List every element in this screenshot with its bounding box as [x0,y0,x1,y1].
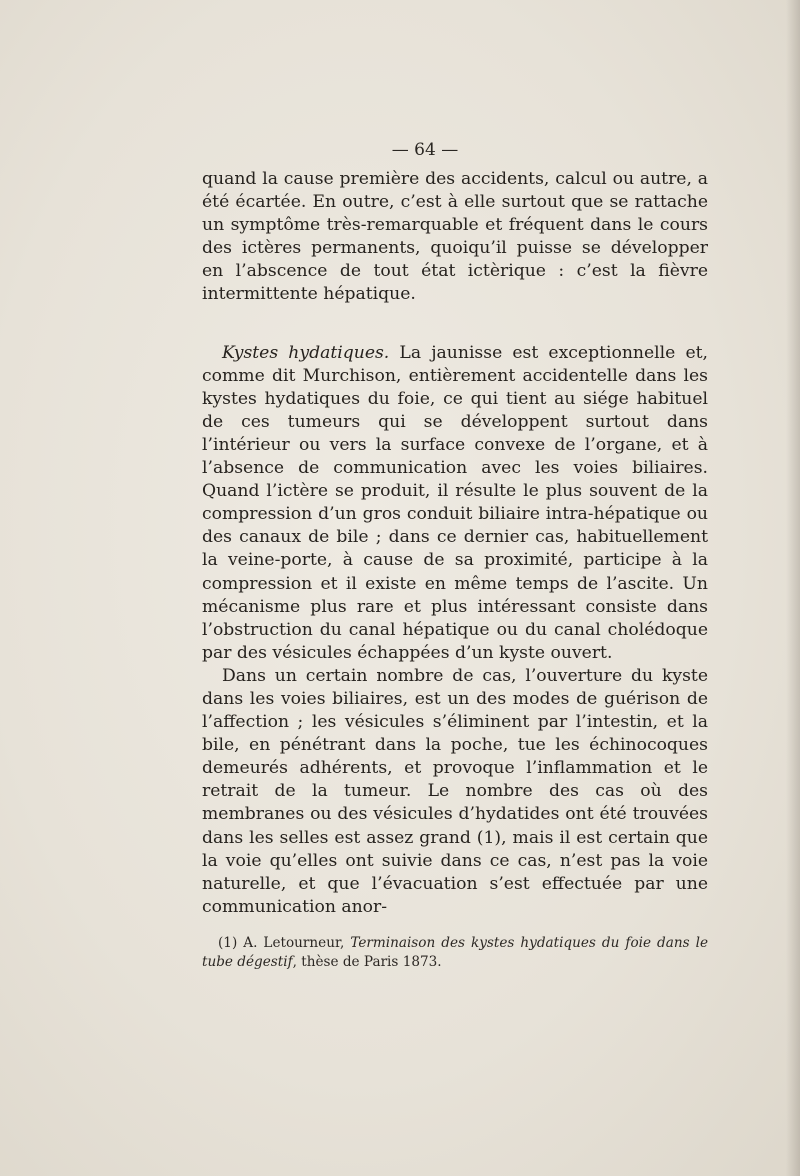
paragraph-kystes [202,342,708,665]
body-text [202,168,708,919]
page-number: — 64 — [391,140,459,160]
paragraph-ouverture: Dans un certain nombre de cas, l’ouverture du kyste dans les voies biliaires, est un des modes de guérison de l’affection ; les vésicules s’éliminent par l’intestin, et la bile, en pénétrant dans la poche, tue les échinocoques demeurés adhérents, et provoque l’inflammation et le retrait de la tumeur. Le nombre des cas où des membranes ou des vésicules d’hydatides ont été trouvées dans les selles est assez grand (1), mais il est certain que la voie qu’elles ont suivie dans ce cas, n’est pas la voie naturelle, et que l’évacuation s’est effectuée par une communication anor- [202,665,708,917]
footnote-details: , thèse de Paris 1873. [292,954,442,970]
footnote-marker-author: (1) A. Letourneur, [218,935,351,951]
section-heading-kystes: Kystes hydatiques. [222,342,390,363]
page-edge-shadow [786,0,800,1176]
paragraph-continuation: quand la cause première des accidents, calcul ou autre, a été écartée. En outre, c’est à elle surtout que se rattache un symptôme très-remarquable et fréquent dans le cours des ictères permanents, quoiqu’il puisse se développer en l’abscence de tout état ictèrique : c’est la fièvre intermittente hépatique. [202,169,708,305]
footnote [202,934,708,972]
footnote-title: Terminaison des kystes hydatiques du foie dans le tube dégestif [202,935,708,970]
section-gap [202,307,708,342]
paragraph-kystes-body: La jaunisse est exceptionnelle et, comme dit Murchison, entièrement accidentelle dans les kystes hydatiques du foie, ce qui tient au siége habituel de ces tumeurs qui se développent surtout dans l’intérieur ou vers la surface convexe de l’organe, et à l’absence de communication avec les voies biliaires. Quand l’ictère se produit, il résulte le plus souvent de la compression d’un gros conduit biliaire intra-hépatique ou des canaux de bile ; dans ce dernier cas, habituellement la veine-porte, à cause de sa proximité, participe à la compression et il existe en même temps de l’ascite. Un mécanisme plus rare et plus intéressant consiste dans l’obstruction du canal hépatique ou du canal cholédoque par des vésicules échappées d’un kyste ouvert. [202,342,709,663]
